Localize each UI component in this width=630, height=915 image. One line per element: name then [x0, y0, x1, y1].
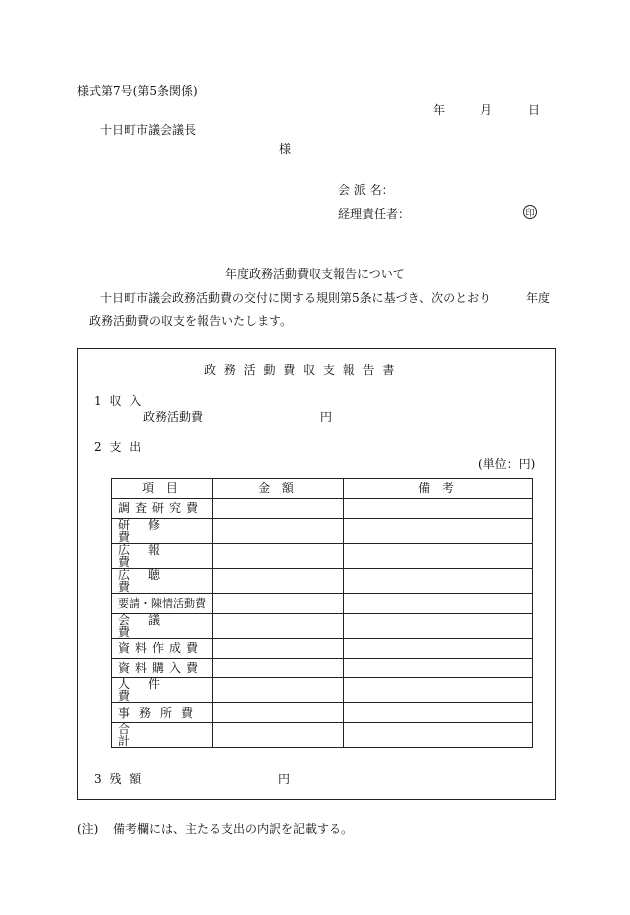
column-header-item: 項 目 [112, 479, 213, 499]
expense-table [111, 478, 533, 748]
amount-cell[interactable] [213, 568, 344, 593]
table-row [112, 593, 533, 613]
amount-cell[interactable] [213, 658, 344, 678]
row-label: 広報費 [112, 543, 213, 568]
amount-cell[interactable] [213, 498, 344, 518]
remarks-cell[interactable] [344, 658, 533, 678]
note-text: 備考欄には、主たる支出の内訳を記載する。 [113, 822, 354, 836]
table-row [112, 613, 533, 638]
amount-cell[interactable] [213, 638, 344, 658]
table-row [112, 703, 533, 723]
income-item: 政務活動費 [143, 410, 204, 424]
table-row [112, 518, 533, 543]
column-header-remarks: 備 考 [344, 479, 533, 499]
remarks-cell[interactable] [344, 703, 533, 723]
row-label: 事務所費 [112, 703, 213, 723]
amount-cell[interactable] [213, 613, 344, 638]
table-header-row [112, 479, 533, 499]
total-remarks-cell[interactable] [344, 723, 533, 748]
total-amount-cell[interactable] [213, 723, 344, 748]
row-label: 資料作成費 [112, 638, 213, 658]
expense-heading: 2 支 出 [94, 440, 144, 454]
income-heading: 1 収 入 [94, 394, 144, 408]
amount-cell[interactable] [213, 543, 344, 568]
remarks-cell[interactable] [344, 543, 533, 568]
unit-note: (単位：円) [478, 457, 536, 471]
table-row [112, 638, 533, 658]
note-label: (注) [77, 822, 99, 836]
addressee: 十日町市議会議長 [100, 123, 197, 137]
body-line-1: 十日町市議会政務活動費の交付に関する規則第5条に基づき、次のとおり [100, 291, 492, 305]
row-label: 研修費 [112, 518, 213, 543]
remarks-cell[interactable] [344, 498, 533, 518]
form-number: 様式第7号(第5条関係) [77, 84, 198, 98]
date-year: 年 [433, 103, 446, 117]
balance-heading: 3 残 額 [94, 772, 144, 786]
document-title: 年度政務活動費収支報告について [225, 267, 405, 281]
remarks-cell[interactable] [344, 518, 533, 543]
table-row [112, 568, 533, 593]
row-label: 資料購入費 [112, 658, 213, 678]
table-row-total [112, 723, 533, 748]
body-line-2: 政務活動費の収支を報告いたします。 [89, 314, 293, 328]
remarks-cell[interactable] [344, 593, 533, 613]
faction-name-label: 会 派 名： [338, 183, 394, 197]
balance-unit: 円 [278, 772, 291, 786]
remarks-cell[interactable] [344, 638, 533, 658]
date-month: 月 [480, 103, 493, 117]
row-label: 人件費 [112, 678, 213, 703]
row-label: 調査研究費 [112, 498, 213, 518]
amount-cell[interactable] [213, 678, 344, 703]
table-row [112, 678, 533, 703]
row-label: 要請・陳情活動費 [112, 593, 213, 613]
table-row [112, 543, 533, 568]
row-label: 会議費 [112, 613, 213, 638]
amount-cell[interactable] [213, 703, 344, 723]
addressee-honorific: 様 [279, 142, 292, 156]
treasurer-label: 経理責任者： [338, 207, 411, 221]
row-label-total: 合計 [112, 723, 213, 748]
amount-cell[interactable] [213, 593, 344, 613]
column-header-amount: 金 額 [213, 479, 344, 499]
remarks-cell[interactable] [344, 568, 533, 593]
seal-text: 印 [525, 208, 535, 219]
remarks-cell[interactable] [344, 613, 533, 638]
seal-icon [523, 205, 537, 219]
remarks-cell[interactable] [344, 678, 533, 703]
report-title: 政 務 活 動 費 収 支 報 告 書 [204, 363, 397, 377]
body-line-1-tail: 年度 [526, 291, 551, 305]
income-unit: 円 [320, 410, 333, 424]
amount-cell[interactable] [213, 518, 344, 543]
date-day: 日 [528, 103, 541, 117]
table-row [112, 498, 533, 518]
row-label: 広聴費 [112, 568, 213, 593]
table-row [112, 658, 533, 678]
